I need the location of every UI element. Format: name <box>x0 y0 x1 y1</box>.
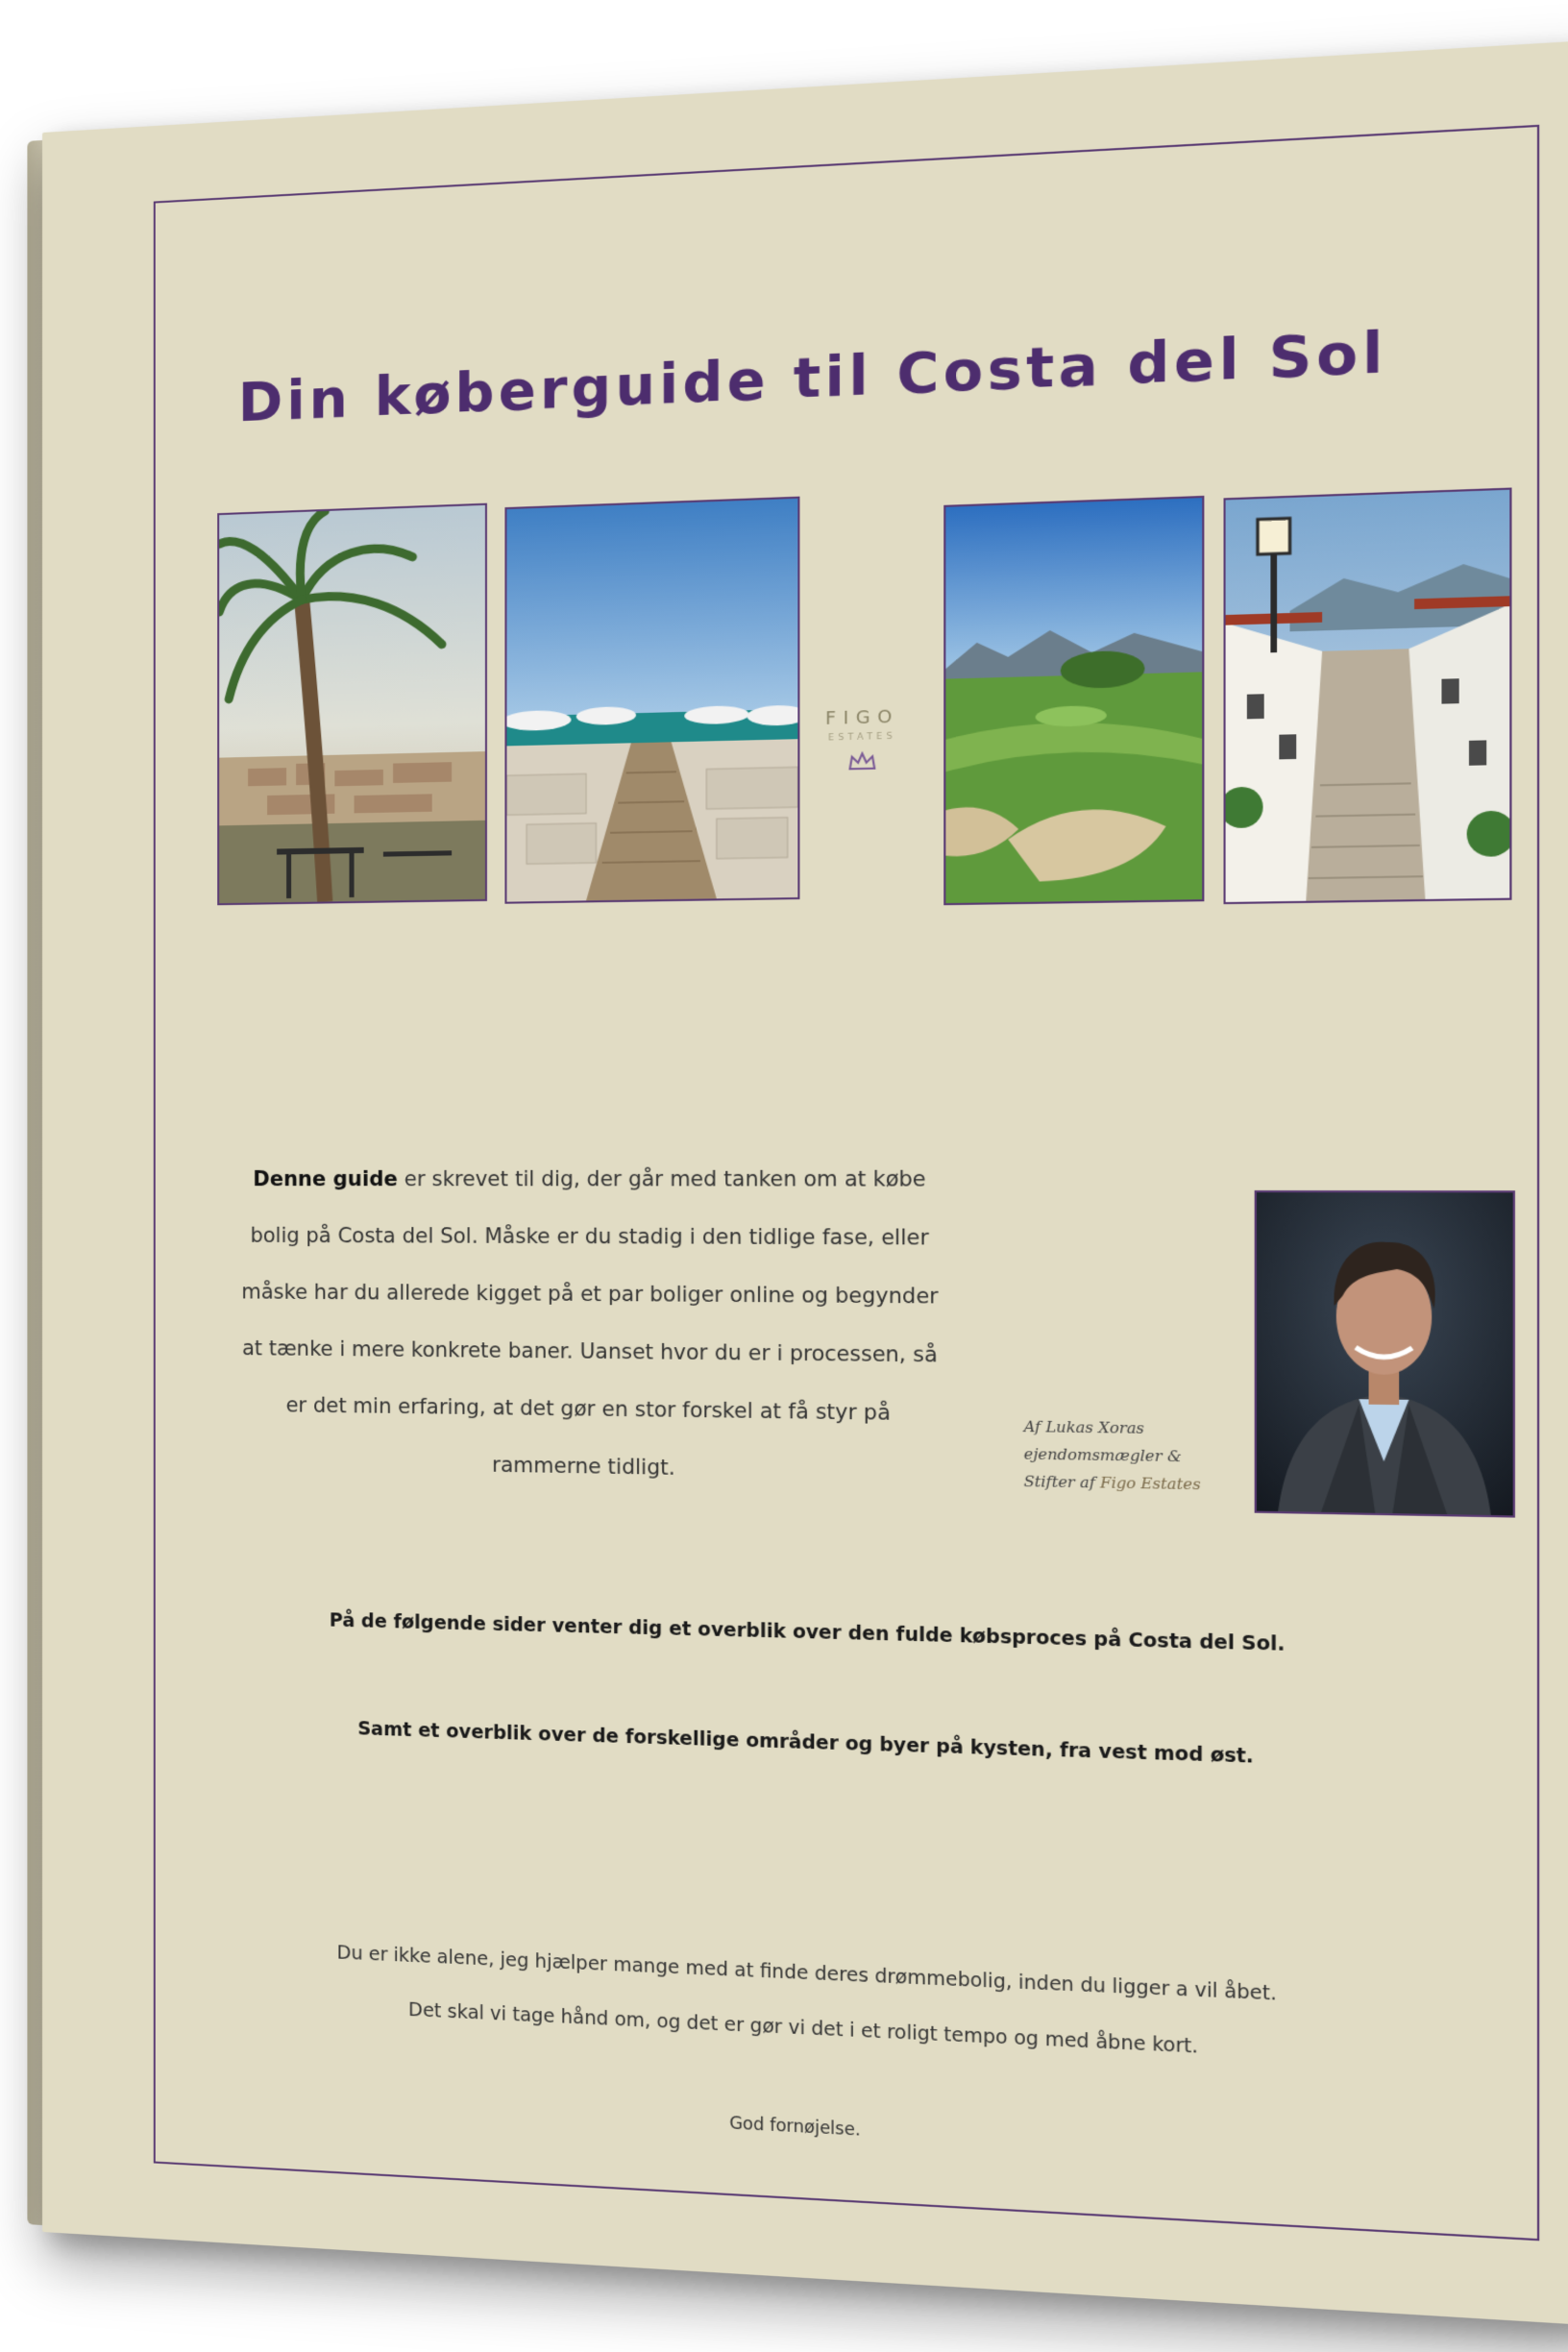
author-founder-prefix: Stifter af <box>1023 1472 1101 1492</box>
beach-boardwalk-photo <box>504 497 799 904</box>
intro-text: er skrevet til dig, der går med tanken om at købe bolig på Costa del Sol. Måske er du stadig i den tidlige fase, eller måske har du allerede kigget på et par boliger online og begynder at tænke i mere konkrete baner. Uanset hvor du er i processen, så er det min erfaring, at det gør en stor forskel at få styr på rammerne tidligt. <box>241 1166 939 1481</box>
logo-wordmark: FIGO <box>825 706 899 730</box>
author-name: Af Lukas Xoras <box>1023 1417 1144 1438</box>
book-mockup <box>42 38 1568 2326</box>
author-role: ejendomsmægler & <box>1023 1444 1182 1466</box>
golf-course-photo <box>943 496 1204 905</box>
white-village-street-photo <box>1223 488 1511 905</box>
figo-estates-logo <box>807 706 918 879</box>
closing-line-2: Det skal vi tage hånd om, og det er gør vi det i et roligt tempo og med åbne kort. <box>408 1998 1198 2058</box>
overview-process-line: På de følgende sider venter dig et overblik over den fulde købsproces på Costa del Sol. <box>329 1609 1286 1656</box>
cover-title: Din køberguide til Costa del Sol <box>237 319 1387 435</box>
crown-icon <box>807 749 918 779</box>
intro-lead: Denne guide <box>253 1166 398 1191</box>
author-portrait <box>1255 1190 1515 1518</box>
closing-line-1: Du er ikke alene, jeg hjælper mange med at finde deres drømmebolig, inden du ligger a vil åbet. <box>336 1942 1277 2005</box>
palm-tree-photo <box>217 503 487 906</box>
signoff: God fornøjelse. <box>729 2113 861 2141</box>
overview-areas-line: Samt et overblik over de forskellige områder og byer på kysten, fra vest mod øst. <box>357 1717 1254 1768</box>
intro-paragraph <box>241 1150 939 1502</box>
logo-subtitle: ESTATES <box>827 731 897 744</box>
author-brand: Figo Estates <box>1100 1473 1201 1494</box>
author-caption <box>1024 1413 1236 1499</box>
author-founder <box>1024 1468 1236 1499</box>
book-cover <box>42 38 1568 2326</box>
